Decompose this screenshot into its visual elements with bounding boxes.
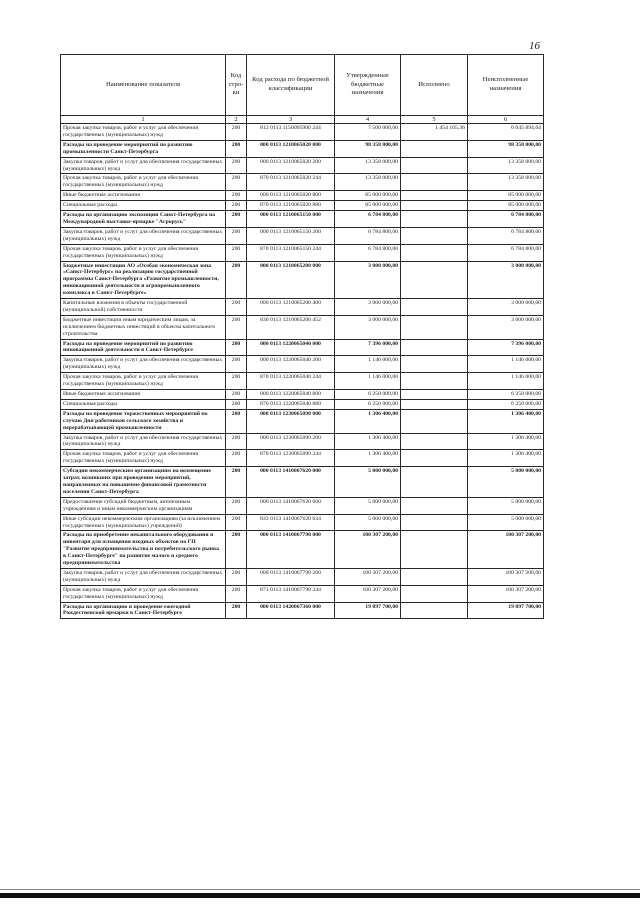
row-approved-amount: 13 358 000,00 bbox=[335, 157, 401, 174]
row-budget-code: 000 0113 1210065020 000 bbox=[247, 140, 335, 157]
row-approved-amount: 85 000 000,00 bbox=[335, 201, 401, 211]
table-row bbox=[61, 261, 544, 299]
row-unexecuted-amount: 1 306 400,00 bbox=[468, 450, 544, 467]
row-unexecuted-amount: 6 784 800,00 bbox=[468, 244, 544, 261]
row-budget-code: 000 0113 1230065090 000 bbox=[247, 409, 335, 433]
scan-edge-line bbox=[0, 889, 640, 890]
header-line-code: Код стро-ки bbox=[226, 55, 247, 116]
table-row bbox=[61, 568, 544, 585]
row-name: Расходы на организацию и проведение ежегодной Рождественской ярмарки в Санкт-Петербурге bbox=[61, 602, 226, 619]
row-unexecuted-amount: 19 897 700,00 bbox=[468, 602, 544, 619]
table-row bbox=[61, 299, 544, 316]
row-approved-amount: 13 358 000,00 bbox=[335, 174, 401, 191]
row-executed-amount bbox=[401, 433, 468, 450]
row-budget-code: 000 0113 1210065020 800 bbox=[247, 191, 335, 201]
row-executed-amount bbox=[401, 339, 468, 356]
header-approved: Утвержденные бюджетные назначения bbox=[335, 55, 401, 116]
row-approved-amount: 19 897 700,00 bbox=[335, 602, 401, 619]
row-line-code: 200 bbox=[226, 467, 247, 498]
row-executed-amount bbox=[401, 531, 468, 569]
row-approved-amount: 1 146 000,00 bbox=[335, 356, 401, 373]
table-row bbox=[61, 531, 544, 569]
row-approved-amount: 7 396 000,00 bbox=[335, 339, 401, 356]
row-executed-amount bbox=[401, 409, 468, 433]
row-budget-code: 870 0113 1230065090 244 bbox=[247, 450, 335, 467]
row-line-code: 200 bbox=[226, 261, 247, 299]
table-row bbox=[61, 399, 544, 409]
row-name: Иные бюджетные ассигнования bbox=[61, 191, 226, 201]
table-row bbox=[61, 433, 544, 450]
row-approved-amount: 6 250 000,00 bbox=[335, 399, 401, 409]
row-line-code: 200 bbox=[226, 390, 247, 400]
row-executed-amount bbox=[401, 497, 468, 514]
row-name: Иные субсидии некоммерческим организациям (за исключением государственных (муниципальных) учреждений) bbox=[61, 514, 226, 531]
row-name: Закупка товаров, работ и услуг для обеспечения государственных (муниципальных) нужд bbox=[61, 227, 226, 244]
row-unexecuted-amount: 1 146 000,00 bbox=[468, 373, 544, 390]
row-line-code: 200 bbox=[226, 409, 247, 433]
row-approved-amount: 100 307 200,00 bbox=[335, 531, 401, 569]
row-budget-code: 000 0113 1410067620 600 bbox=[247, 497, 335, 514]
row-name: Бюджетные инвестиции АО «Особая экономическая зона «Санкт-Петербург» на реализацию государственной программы Санкт-Петербурга «Развитие промышленности, инновационной деятельности и агропромышленного комплекса в Санкт-Петербурге» bbox=[61, 261, 226, 299]
row-name: Предоставление субсидий бюджетным, автономным учреждениям и иным некоммерческим организациям bbox=[61, 497, 226, 514]
row-line-code: 200 bbox=[226, 531, 247, 569]
row-unexecuted-amount: 98 358 000,00 bbox=[468, 140, 544, 157]
row-executed-amount bbox=[401, 602, 468, 619]
row-approved-amount: 100 307 200,00 bbox=[335, 585, 401, 602]
row-unexecuted-amount: 5 000 000,00 bbox=[468, 497, 544, 514]
row-name: Расходы на приобретение некапитального оборудования и инвентаря для оснащения входных объектов по ГП "Развитие предпринимательства и потребительского рынка в Санкт-Петербурге" на развитие малого и среднего предпринимательства bbox=[61, 531, 226, 569]
row-unexecuted-amount: 3 000 000,00 bbox=[468, 315, 544, 339]
row-name: Прочая закупка товаров, работ и услуг для обеспечения государственных (муниципальных) нужд bbox=[61, 174, 226, 191]
row-unexecuted-amount: 100 307 200,00 bbox=[468, 585, 544, 602]
row-line-code: 200 bbox=[226, 339, 247, 356]
row-executed-amount bbox=[401, 585, 468, 602]
row-budget-code: 871 0113 1410067790 244 bbox=[247, 585, 335, 602]
row-budget-code: 830 0113 1210065200 452 bbox=[247, 315, 335, 339]
row-unexecuted-amount: 100 307 200,00 bbox=[468, 531, 544, 569]
row-executed-amount bbox=[401, 299, 468, 316]
table-row bbox=[61, 174, 544, 191]
table-row bbox=[61, 201, 544, 211]
row-unexecuted-amount: 5 000 000,00 bbox=[468, 514, 544, 531]
row-name: Прочая закупка товаров, работ и услуг для обеспечения государственных (муниципальных) нужд bbox=[61, 124, 226, 141]
row-executed-amount bbox=[401, 514, 468, 531]
row-budget-code: 000 0113 1220065040 000 bbox=[247, 339, 335, 356]
row-executed-amount bbox=[401, 399, 468, 409]
table-row bbox=[61, 244, 544, 261]
column-number-row bbox=[61, 116, 544, 124]
row-approved-amount: 5 000 000,00 bbox=[335, 497, 401, 514]
table-row bbox=[61, 514, 544, 531]
row-unexecuted-amount: 6 784 800,00 bbox=[468, 211, 544, 228]
scan-edge-band bbox=[0, 893, 640, 898]
row-line-code: 200 bbox=[226, 602, 247, 619]
row-approved-amount: 100 307 200,00 bbox=[335, 568, 401, 585]
table-row bbox=[61, 390, 544, 400]
row-executed-amount bbox=[401, 174, 468, 191]
row-budget-code: 870 0113 1220065040 880 bbox=[247, 399, 335, 409]
table-row bbox=[61, 450, 544, 467]
row-executed-amount bbox=[401, 373, 468, 390]
row-executed-amount bbox=[401, 450, 468, 467]
row-approved-amount: 5 000 000,00 bbox=[335, 467, 401, 498]
row-name: Прочая закупка товаров, работ и услуг для обеспечения государственных (муниципальных) нужд bbox=[61, 373, 226, 390]
row-unexecuted-amount: 6 250 000,00 bbox=[468, 390, 544, 400]
row-budget-code: 000 0113 1410067790 200 bbox=[247, 568, 335, 585]
row-unexecuted-amount: 3 000 000,00 bbox=[468, 261, 544, 299]
row-budget-code: 812 0113 1150095900 244 bbox=[247, 124, 335, 141]
row-line-code: 200 bbox=[226, 211, 247, 228]
row-name: Расходы на проведение мероприятий по развитию промышленности Санкт-Петербурга bbox=[61, 140, 226, 157]
row-name: Расходы на проведение мероприятий по развитию инновационной деятельности в Санкт-Петербурге bbox=[61, 339, 226, 356]
row-executed-amount bbox=[401, 390, 468, 400]
row-approved-amount: 1 306 400,00 bbox=[335, 433, 401, 450]
row-budget-code: 870 0113 1220065040 244 bbox=[247, 373, 335, 390]
row-line-code: 200 bbox=[226, 373, 247, 390]
row-name: Прочая закупка товаров, работ и услуг для обеспечения государственных (муниципальных) нужд bbox=[61, 244, 226, 261]
row-executed-amount bbox=[401, 211, 468, 228]
row-budget-code: 833 0113 1410067620 634 bbox=[247, 514, 335, 531]
row-budget-code: 000 0113 1410067790 000 bbox=[247, 531, 335, 569]
row-name: Закупка товаров, работ и услуг для обеспечения государственных (муниципальных) нужд bbox=[61, 568, 226, 585]
row-budget-code: 000 0113 1230065090 200 bbox=[247, 433, 335, 450]
row-line-code: 200 bbox=[226, 450, 247, 467]
table-row bbox=[61, 585, 544, 602]
row-unexecuted-amount: 6 784 800,00 bbox=[468, 227, 544, 244]
row-budget-code: 870 0113 1210065020 880 bbox=[247, 201, 335, 211]
row-approved-amount: 3 000 000,00 bbox=[335, 299, 401, 316]
row-unexecuted-amount: 85 000 000,00 bbox=[468, 201, 544, 211]
row-line-code: 200 bbox=[226, 356, 247, 373]
column-number: 5 bbox=[401, 116, 468, 124]
row-executed-amount bbox=[401, 201, 468, 211]
row-approved-amount: 6 784 800,00 bbox=[335, 227, 401, 244]
row-name: Капитальные вложения в объекты государственной (муниципальной) собственности bbox=[61, 299, 226, 316]
table-row bbox=[61, 339, 544, 356]
row-name: Расходы на организацию экспозиции Санкт-Петербурга на Международной выставке-ярмарке "Агрорусь" bbox=[61, 211, 226, 228]
table-row bbox=[61, 140, 544, 157]
row-line-code: 200 bbox=[226, 201, 247, 211]
table-row bbox=[61, 227, 544, 244]
table-body bbox=[61, 124, 544, 619]
row-line-code: 200 bbox=[226, 433, 247, 450]
row-approved-amount: 3 000 000,00 bbox=[335, 315, 401, 339]
row-name: Субсидии некоммерческим организациям на возмещение затрат, возникших при проведении мероприятий, направленных на повышение финансовой грамотности населения Санкт-Петербурга bbox=[61, 467, 226, 498]
row-line-code: 200 bbox=[226, 191, 247, 201]
row-unexecuted-amount: 13 358 000,00 bbox=[468, 157, 544, 174]
row-line-code: 200 bbox=[226, 299, 247, 316]
column-number: 3 bbox=[247, 116, 335, 124]
row-executed-amount bbox=[401, 356, 468, 373]
row-line-code: 200 bbox=[226, 568, 247, 585]
row-name: Закупка товаров, работ и услуг для обеспечения государственных (муниципальных) нужд bbox=[61, 356, 226, 373]
row-line-code: 200 bbox=[226, 399, 247, 409]
row-budget-code: 000 0113 1210065200 400 bbox=[247, 299, 335, 316]
row-executed-amount bbox=[401, 467, 468, 498]
row-budget-code: 000 0113 1210065200 000 bbox=[247, 261, 335, 299]
row-name: Специальные расходы bbox=[61, 201, 226, 211]
row-executed-amount bbox=[401, 244, 468, 261]
row-unexecuted-amount: 7 396 000,00 bbox=[468, 339, 544, 356]
row-executed-amount bbox=[401, 157, 468, 174]
header-executed: Исполнено bbox=[401, 55, 468, 116]
row-budget-code: 870 0113 1210065150 244 bbox=[247, 244, 335, 261]
table-row bbox=[61, 191, 544, 201]
row-unexecuted-amount: 5 000 000,00 bbox=[468, 467, 544, 498]
table-row bbox=[61, 124, 544, 141]
table-row bbox=[61, 315, 544, 339]
row-approved-amount: 98 358 000,00 bbox=[335, 140, 401, 157]
table-row bbox=[61, 497, 544, 514]
row-budget-code: 000 0113 1420067360 000 bbox=[247, 602, 335, 619]
table-row bbox=[61, 373, 544, 390]
header-unexecuted: Неисполненные назначения bbox=[468, 55, 544, 116]
row-unexecuted-amount: 1 306 400,00 bbox=[468, 409, 544, 433]
table-row bbox=[61, 467, 544, 498]
row-line-code: 200 bbox=[226, 227, 247, 244]
row-name: Прочая закупка товаров, работ и услуг для обеспечения государственных (муниципальных) нужд bbox=[61, 450, 226, 467]
row-name: Закупка товаров, работ и услуг для обеспечения государственных (муниципальных) нужд bbox=[61, 157, 226, 174]
row-executed-amount bbox=[401, 568, 468, 585]
row-executed-amount bbox=[401, 315, 468, 339]
row-approved-amount: 3 000 000,00 bbox=[335, 261, 401, 299]
row-name: Специальные расходы bbox=[61, 399, 226, 409]
row-approved-amount: 6 784 800,00 bbox=[335, 244, 401, 261]
row-line-code: 200 bbox=[226, 140, 247, 157]
row-unexecuted-amount: 85 000 000,00 bbox=[468, 191, 544, 201]
row-executed-amount bbox=[401, 140, 468, 157]
page-number: 16 bbox=[529, 40, 540, 52]
row-line-code: 200 bbox=[226, 244, 247, 261]
table-row bbox=[61, 157, 544, 174]
row-approved-amount: 7 500 000,00 bbox=[335, 124, 401, 141]
row-budget-code: 870 0113 1210065020 244 bbox=[247, 174, 335, 191]
row-line-code: 200 bbox=[226, 157, 247, 174]
row-unexecuted-amount: 13 358 000,00 bbox=[468, 174, 544, 191]
row-name: Прочая закупка товаров, работ и услуг для обеспечения государственных (муниципальных) нужд bbox=[61, 585, 226, 602]
row-executed-amount bbox=[401, 261, 468, 299]
column-number: 6 bbox=[468, 116, 544, 124]
row-line-code: 200 bbox=[226, 315, 247, 339]
row-approved-amount: 85 000 000,00 bbox=[335, 191, 401, 201]
row-name: Иные бюджетные ассигнования bbox=[61, 390, 226, 400]
row-executed-amount bbox=[401, 191, 468, 201]
header-budget-code: Код расхода по бюджетной классификации bbox=[247, 55, 335, 116]
column-number: 4 bbox=[335, 116, 401, 124]
row-approved-amount: 1 146 000,00 bbox=[335, 373, 401, 390]
row-executed-amount: 1 454 105,36 bbox=[401, 124, 468, 141]
row-line-code: 200 bbox=[226, 497, 247, 514]
row-unexecuted-amount: 1 306 400,00 bbox=[468, 433, 544, 450]
row-budget-code: 000 0113 1220065040 200 bbox=[247, 356, 335, 373]
row-budget-code: 000 0113 1210065150 200 bbox=[247, 227, 335, 244]
column-number: 1 bbox=[61, 116, 226, 124]
row-approved-amount: 6 250 000,00 bbox=[335, 390, 401, 400]
row-unexecuted-amount: 100 307 200,00 bbox=[468, 568, 544, 585]
row-approved-amount: 5 000 000,00 bbox=[335, 514, 401, 531]
row-budget-code: 000 0113 1210065150 000 bbox=[247, 211, 335, 228]
row-name: Расходы на проведение торжественных мероприятий по случаю Дня работников сельского хозяйства и перерабатывающей промышленности bbox=[61, 409, 226, 433]
budget-execution-table bbox=[60, 54, 544, 619]
row-budget-code: 000 0113 1220065040 800 bbox=[247, 390, 335, 400]
row-budget-code: 000 0113 1210065020 200 bbox=[247, 157, 335, 174]
table-row bbox=[61, 409, 544, 433]
row-budget-code: 000 0113 1410067620 000 bbox=[247, 467, 335, 498]
row-unexecuted-amount: 1 146 000,00 bbox=[468, 356, 544, 373]
row-unexecuted-amount: 3 000 000,00 bbox=[468, 299, 544, 316]
row-approved-amount: 6 784 800,00 bbox=[335, 211, 401, 228]
row-unexecuted-amount: 6 045 894,64 bbox=[468, 124, 544, 141]
header-name: Наименование показателя bbox=[61, 55, 226, 116]
row-approved-amount: 1 306 400,00 bbox=[335, 450, 401, 467]
row-line-code: 200 bbox=[226, 585, 247, 602]
row-name: Бюджетные инвестиции иным юридическим лицам, за исключением бюджетных инвестиций в объекты капитального строительства bbox=[61, 315, 226, 339]
table-row bbox=[61, 356, 544, 373]
row-executed-amount bbox=[401, 227, 468, 244]
row-line-code: 200 bbox=[226, 124, 247, 141]
row-approved-amount: 1 306 400,00 bbox=[335, 409, 401, 433]
row-line-code: 200 bbox=[226, 174, 247, 191]
header-row bbox=[61, 55, 544, 116]
column-number: 2 bbox=[226, 116, 247, 124]
table-row bbox=[61, 602, 544, 619]
row-line-code: 200 bbox=[226, 514, 247, 531]
row-name: Закупка товаров, работ и услуг для обеспечения государственных (муниципальных) нужд bbox=[61, 433, 226, 450]
row-unexecuted-amount: 6 250 000,00 bbox=[468, 399, 544, 409]
table-row bbox=[61, 211, 544, 228]
